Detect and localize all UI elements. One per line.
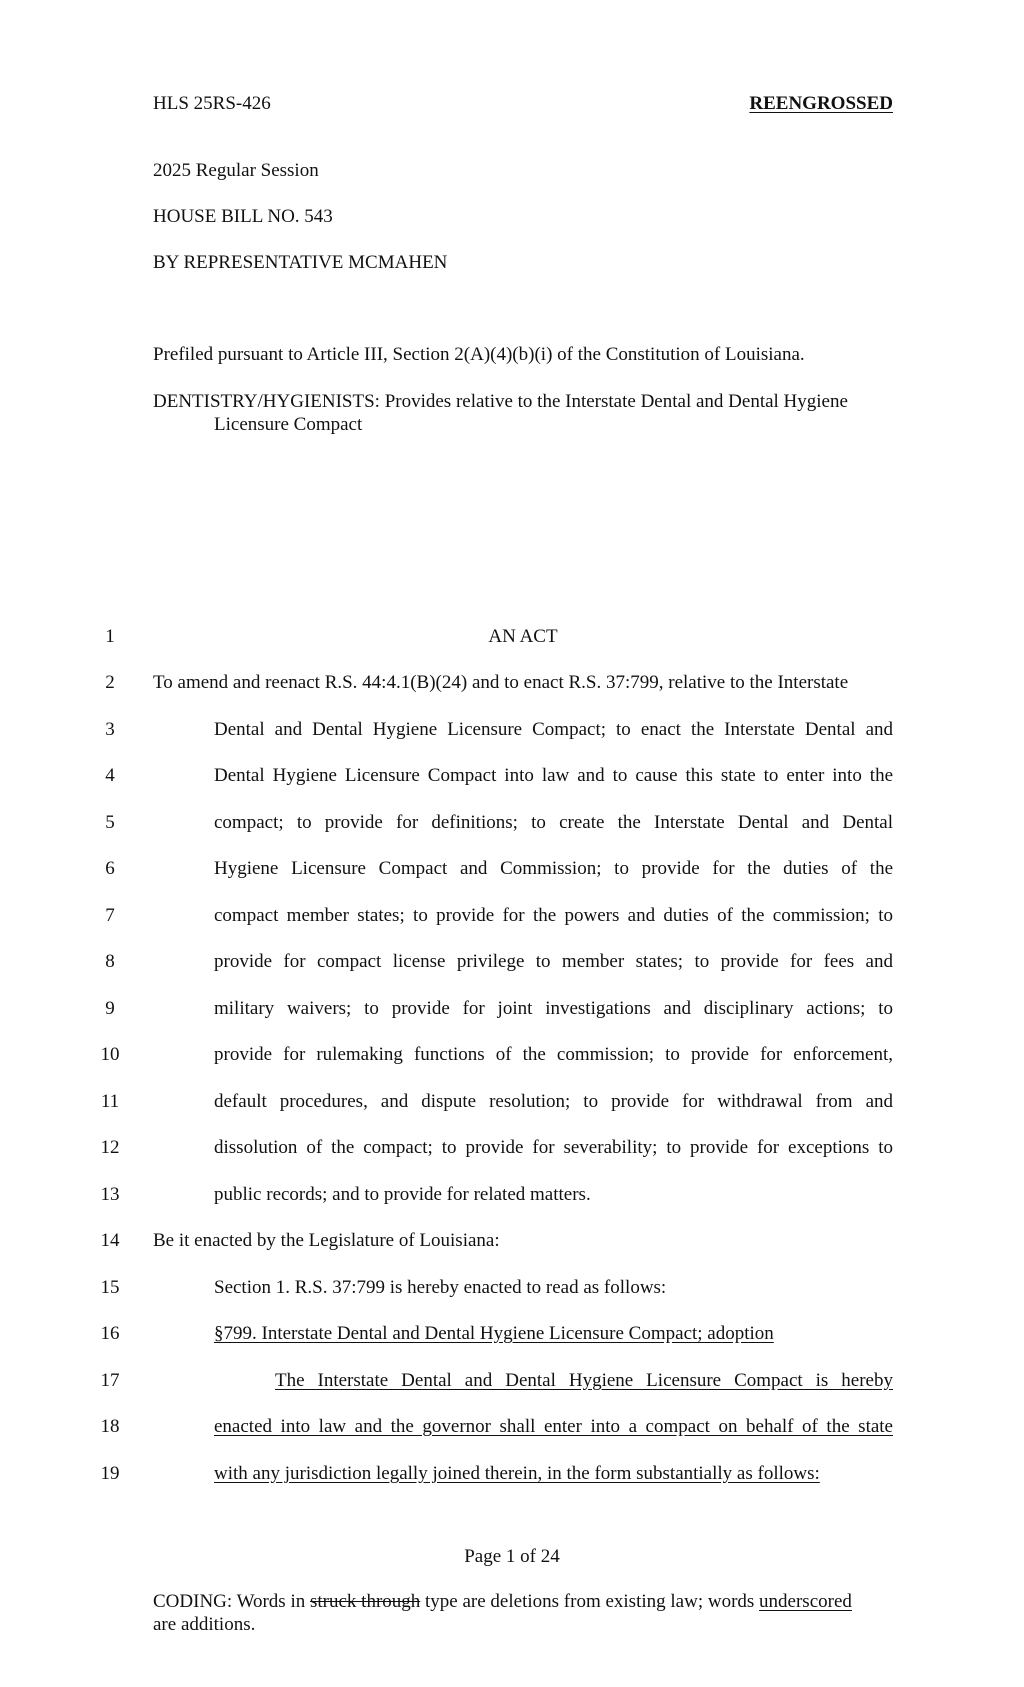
digest-line-1: DENTISTRY/HYGIENISTS: Provides relative to the Interstate Dental and Dental Hygiene — [153, 391, 848, 412]
line-text: provide for compact license privilege to member states; to provide for fees and — [214, 951, 893, 972]
bill-code: HLS 25RS-426 — [153, 93, 271, 114]
section-heading: Section 1. R.S. 37:799 is hereby enacted to read as follows: — [214, 1277, 667, 1298]
line-number: 18 — [100, 1416, 120, 1437]
line-number: 1 — [105, 626, 115, 647]
line-number: 12 — [100, 1137, 120, 1158]
line-text: The Interstate Dental and Dental Hygiene Licensure Compact is hereby — [275, 1370, 893, 1391]
digest-line-2: Licensure Compact — [214, 414, 363, 435]
line-number: 11 — [100, 1091, 120, 1112]
coding-note — [153, 1591, 893, 1613]
line-number: 8 — [105, 951, 115, 972]
line-text: military waivers; to provide for joint investigations and disciplinary actions; to — [214, 998, 893, 1019]
line-text: Hygiene Licensure Compact and Commission; to provide for the duties of the — [214, 858, 893, 879]
prefiled-note: Prefiled pursuant to Article III, Section 2(A)(4)(b)(i) of the Constitution of Louisiana. — [153, 344, 805, 365]
line-text: Dental Hygiene Licensure Compact into law and to cause this state to enter into the — [214, 765, 893, 786]
bill-number: HOUSE BILL NO. 543 — [153, 206, 333, 227]
act-title: AN ACT — [488, 626, 558, 647]
session: 2025 Regular Session — [153, 160, 319, 181]
line-number: 15 — [100, 1277, 120, 1298]
line-text: To amend and reenact R.S. 44:4.1(B)(24) and to enact R.S. 37:799, relative to the Interstate — [153, 672, 849, 693]
line-number: 3 — [105, 719, 115, 740]
line-text: default procedures, and dispute resolution; to provide for withdrawal from and — [214, 1091, 893, 1112]
line-number: 2 — [105, 672, 115, 693]
line-number: 10 — [100, 1044, 120, 1065]
line-number: 4 — [105, 765, 115, 786]
coding-middle: type are deletions from existing law; words — [420, 1591, 760, 1612]
line-text: compact; to provide for definitions; to create the Interstate Dental and Dental — [214, 812, 893, 833]
line-number: 17 — [100, 1370, 120, 1391]
line-text: dissolution of the compact; to provide for severability; to provide for exceptions to — [214, 1137, 893, 1158]
line-text: enacted into law and the governor shall enter into a compact on behalf of the state — [214, 1416, 893, 1437]
line-number: 5 — [105, 812, 115, 833]
line-number: 13 — [100, 1184, 120, 1205]
bill-status: REENGROSSED — [749, 93, 893, 114]
line-text: public records; and to provide for related matters. — [214, 1184, 591, 1205]
page-number: Page 1 of 24 — [464, 1546, 560, 1567]
line-number: 19 — [100, 1463, 120, 1484]
line-number: 6 — [105, 858, 115, 879]
line-number: 9 — [105, 998, 115, 1019]
statute-heading: §799. Interstate Dental and Dental Hygiene Licensure Compact; adoption — [214, 1323, 774, 1344]
coding-struck-example: struck through — [309, 1591, 421, 1612]
line-number: 7 — [105, 905, 115, 926]
coding-underscored-example: underscored — [759, 1591, 852, 1612]
line-text: provide for rulemaking functions of the commission; to provide for enforcement, — [214, 1044, 893, 1065]
line-text: compact member states; to provide for the powers and duties of the commission; to — [214, 905, 893, 926]
author: BY REPRESENTATIVE MCMAHEN — [153, 252, 448, 273]
line-text: with any jurisdiction legally joined therein, in the form substantially as follows: — [214, 1463, 820, 1484]
line-number: 16 — [100, 1323, 120, 1344]
line-number: 14 — [100, 1230, 120, 1251]
enacting-clause: Be it enacted by the Legislature of Louisiana: — [153, 1230, 500, 1251]
coding-prefix: CODING: Words in — [153, 1591, 310, 1612]
line-text: Dental and Dental Hygiene Licensure Compact; to enact the Interstate Dental and — [214, 719, 893, 740]
coding-note-line2: are additions. — [153, 1614, 256, 1635]
